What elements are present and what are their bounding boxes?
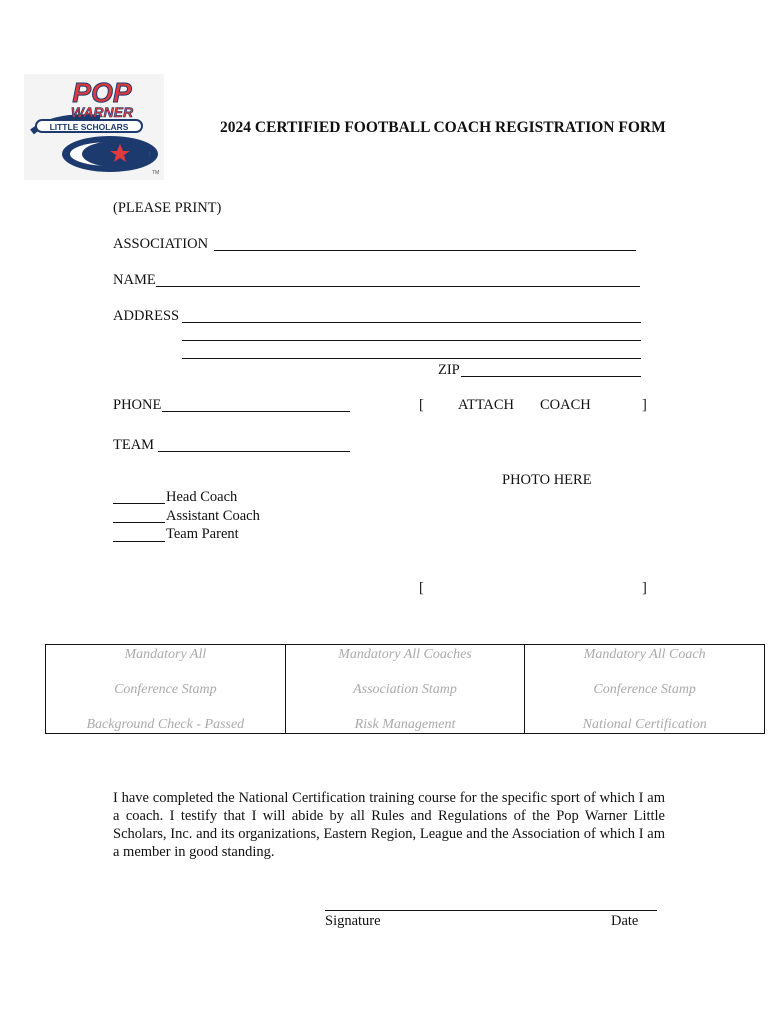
role-team-parent: Team Parent: [166, 526, 239, 542]
head-coach-checkline[interactable]: [113, 503, 165, 504]
stamp-cell-conference-certification: [525, 645, 764, 733]
date-label: Date: [611, 913, 639, 929]
team-label: TEAM: [113, 437, 155, 453]
address-field-line2[interactable]: [182, 340, 641, 341]
photo-here-label: PHOTO HERE: [502, 472, 592, 488]
signature-date-line[interactable]: [325, 910, 657, 911]
team-field[interactable]: [158, 451, 350, 452]
photo-bracket-close-bottom: ]: [642, 580, 647, 596]
logo-text-pop: POP: [72, 77, 132, 108]
stamp-text: Mandatory All Coach: [583, 647, 706, 662]
photo-bracket-open-top: [: [419, 397, 424, 413]
stamp-text: Conference Stamp: [593, 682, 696, 697]
address-label: ADDRESS: [113, 308, 180, 324]
association-field[interactable]: [214, 250, 636, 251]
phone-field[interactable]: [162, 411, 350, 412]
role-head-coach: Head Coach: [166, 489, 238, 505]
stamp-text: Conference Stamp: [114, 682, 217, 697]
photo-bracket-close-top: ]: [642, 397, 647, 413]
stamp-text: Mandatory All: [124, 647, 207, 662]
name-field[interactable]: [156, 286, 640, 287]
zip-field[interactable]: [461, 376, 641, 377]
stamp-text: Mandatory All Coaches: [338, 647, 472, 662]
signature-label: Signature: [325, 913, 381, 929]
please-print-note: (PLEASE PRINT): [113, 200, 222, 216]
stamp-cell-association-risk: [286, 645, 526, 733]
phone-label: PHONE: [113, 397, 162, 413]
stamp-text: Background Check - Passed: [86, 717, 245, 732]
zip-label: ZIP: [438, 362, 460, 378]
photo-coach-label: COACH: [540, 397, 591, 413]
logo-tm: TM: [152, 170, 160, 176]
stamp-text: Association Stamp: [353, 682, 457, 697]
name-label: NAME: [113, 272, 156, 288]
stamp-text: Risk Management: [354, 717, 456, 732]
pop-warner-logo: [24, 74, 164, 180]
stamp-table: [45, 644, 765, 734]
role-assistant-coach: Assistant Coach: [166, 508, 260, 524]
photo-bracket-open-bottom: [: [419, 580, 424, 596]
association-label: ASSOCIATION: [113, 236, 209, 252]
form-title: 2024 CERTIFIED FOOTBALL COACH REGISTRATION FORM: [220, 119, 666, 136]
address-field-line3[interactable]: [182, 358, 641, 359]
stamp-text: National Certification: [582, 717, 707, 732]
certification-statement: I have completed the National Certification training course for the specific sport of which I am a coach. I testify that I will abide by all Rules and Regulations of the Pop Warner Little Scholars, Inc. and its organizations, Eastern Region, League and the Association of which I am a member in good standing.: [113, 790, 665, 860]
stamp-cell-conference-background: [46, 645, 286, 733]
photo-attach-label: ATTACH: [458, 397, 515, 413]
address-field-line1[interactable]: [182, 322, 641, 323]
logo-text-little-scholars: LITTLE SCHOLARS: [49, 122, 129, 132]
assistant-coach-checkline[interactable]: [113, 522, 165, 523]
logo-text-warner: WARNER: [70, 104, 134, 120]
team-parent-checkline[interactable]: [113, 541, 165, 542]
